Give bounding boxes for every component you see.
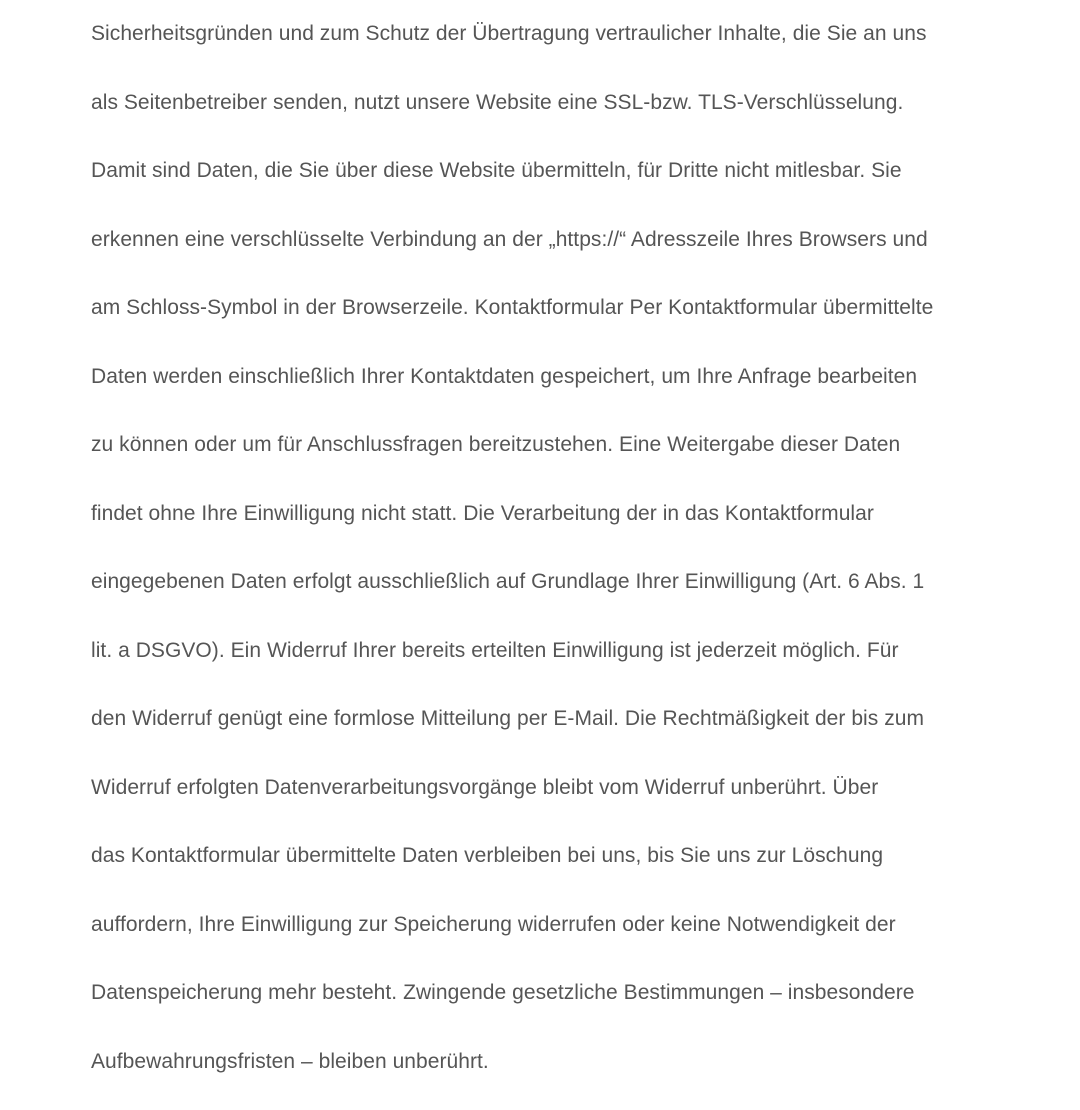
text-line: Widerruf erfolgten Datenverarbeitungsvorgänge bleibt vom Widerruf unberührt. Über bbox=[91, 775, 879, 799]
text-line: Datenspeicherung mehr besteht. Zwingende gesetzliche Bestimmungen – insbesondere bbox=[91, 981, 915, 1004]
text-line: am Schloss-Symbol in der Browserzeile. Kontaktformular Per Kontaktformular übermittelte bbox=[91, 296, 934, 319]
text-line: erkennen eine verschlüsselte Verbindung an der „https://“ Adresszeile Ihres Browsers und bbox=[91, 227, 928, 251]
text-line: eingegebenen Daten erfolgt ausschließlich auf Grundlage Ihrer Einwilligung (Art. 6 Abs. 1 bbox=[91, 570, 925, 593]
text-line: Damit sind Daten, die Sie über diese Website übermitteln, für Dritte nicht mitlesbar. Sie bbox=[91, 159, 902, 182]
text-line: das Kontaktformular übermittelte Daten verbleiben bei uns, bis Sie uns zur Löschung bbox=[91, 844, 884, 867]
text-line: Daten werden einschließlich Ihrer Kontaktdaten gespeichert, um Ihre Anfrage bearbeiten bbox=[91, 364, 918, 388]
text-line: den Widerruf genügt eine formlose Mitteilung per E-Mail. Die Rechtmäßigkeit der bis zum bbox=[91, 707, 925, 730]
text-line: als Seitenbetreiber senden, nutzt unsere Website eine SSL-bzw. TLS-Verschlüsselung. bbox=[91, 90, 904, 114]
text-line: Sicherheitsgründen und zum Schutz der Übertragung vertraulicher Inhalte, die Sie an uns bbox=[91, 22, 927, 45]
text-line: findet ohne Ihre Einwilligung nicht statt. Die Verarbeitung der in das Kontaktformular bbox=[91, 501, 874, 525]
text-line: zu können oder um für Anschlussfragen bereitzustehen. Eine Weitergabe dieser Daten bbox=[91, 433, 901, 456]
text-line: auffordern, Ihre Einwilligung zur Speicherung widerrufen oder keine Notwendigkeit der bbox=[91, 912, 896, 936]
privacy-policy-text bbox=[91, 0, 1001, 1096]
text-line: lit. a DSGVO). Ein Widerruf Ihrer bereits erteilten Einwilligung ist jederzeit möglich. Für bbox=[91, 638, 899, 662]
text-line: Aufbewahrungsfristen – bleiben unberührt. bbox=[91, 1049, 489, 1073]
